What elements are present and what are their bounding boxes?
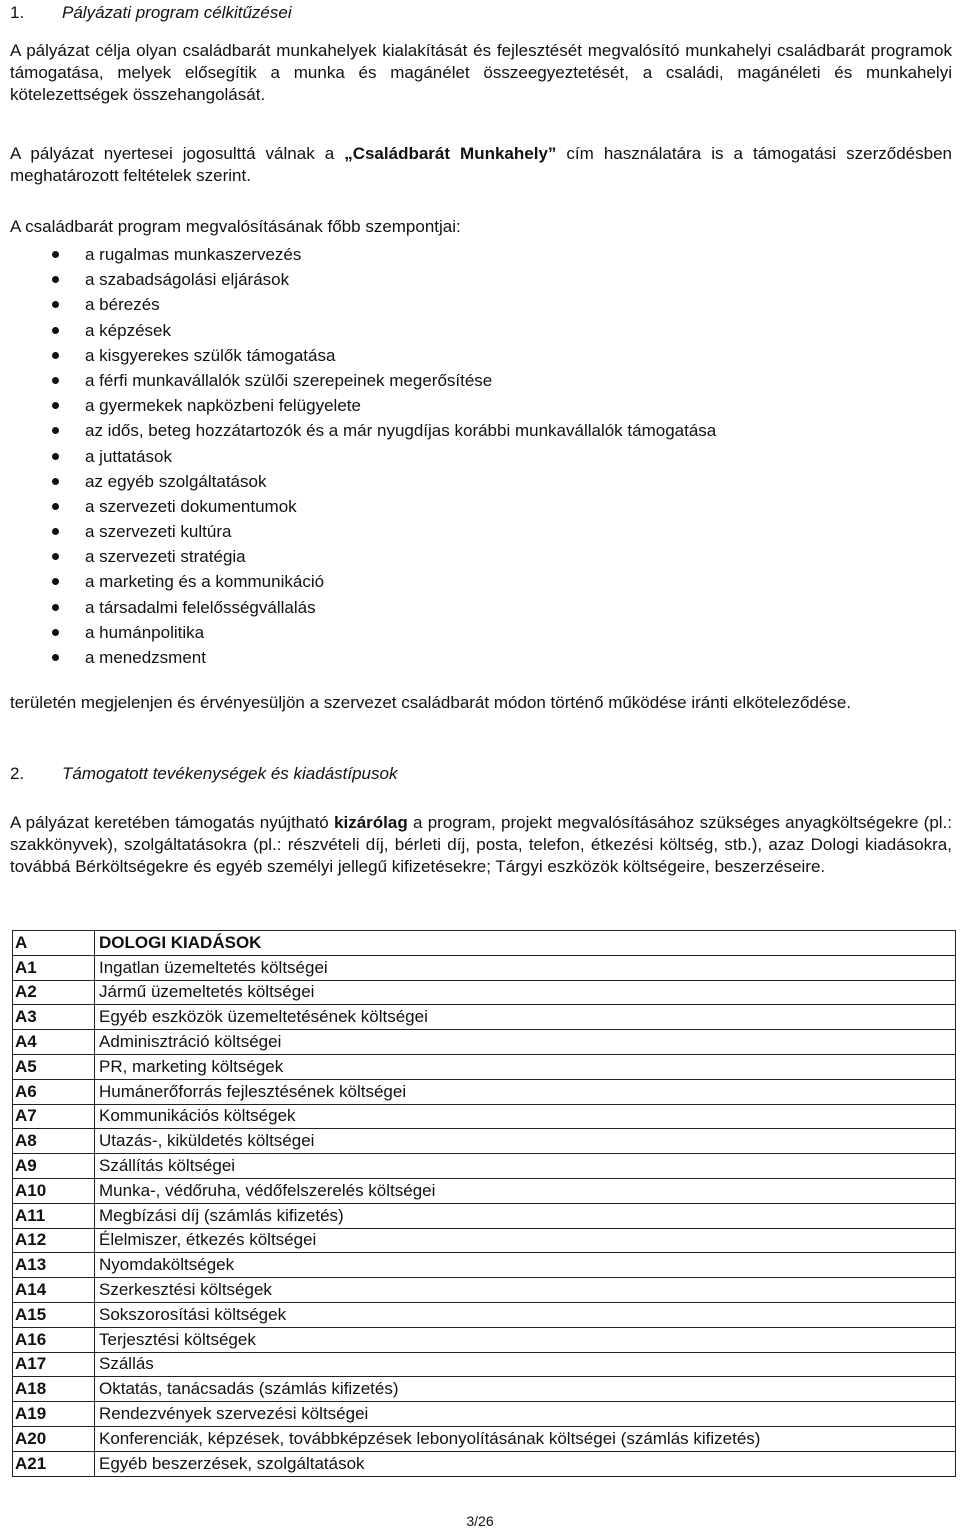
list-item xyxy=(10,544,716,569)
bullet-icon xyxy=(52,629,59,636)
cost-label-cell: Egyéb eszközök üzemeltetésének költségei xyxy=(95,1005,956,1030)
list-item-text: a kisgyerekes szülők támogatása xyxy=(85,345,336,365)
bullet-icon xyxy=(52,453,59,460)
list-item-text: a szervezeti stratégia xyxy=(85,547,246,567)
list-item-text: a humánpolitika xyxy=(85,622,205,642)
table-row xyxy=(13,1278,956,1303)
cost-code-cell: A7 xyxy=(13,1104,95,1129)
section-1-number: 1. xyxy=(10,3,25,22)
list-item-text: a menedzsment xyxy=(85,648,206,667)
bullet-icon xyxy=(52,427,59,434)
table-row xyxy=(13,1327,956,1352)
table-row xyxy=(13,1426,956,1451)
list-item-text: a marketing és a kommunikáció xyxy=(85,572,325,592)
section-1-paragraph-winners xyxy=(10,143,952,187)
cost-label-cell: Szerkesztési költségek xyxy=(95,1278,956,1303)
cost-table xyxy=(12,930,956,1477)
cost-label-cell: DOLOGI KIADÁSOK xyxy=(95,931,956,956)
paragraph-text: a program, projekt megvalósításához szükséges anyagköltségekre (pl.: szakkönyvek), szolgáltatásokra (pl.: részvételi díj, bérleti díj, posta, telefon, étkezési költség, stb.), azaz Dologi kiadásokra, továbbá Bérköltségekre és egyéb személyi jellegű kifizetésekre; Tárgyi eszközök költségeire, beszerzéseire. xyxy=(10,813,953,876)
cost-label-cell: Humánerőforrás fejlesztésének költségei xyxy=(95,1079,956,1104)
cost-code-cell: A19 xyxy=(13,1402,95,1427)
cost-code-cell: A12 xyxy=(13,1228,95,1253)
cost-code-cell: A20 xyxy=(13,1426,95,1451)
cost-code-cell: A13 xyxy=(13,1253,95,1278)
list-item-text: a szervezeti kultúra xyxy=(85,522,232,542)
table-row xyxy=(13,1054,956,1079)
list-item-text: a juttatások xyxy=(85,446,172,466)
list-item xyxy=(10,494,716,519)
list-item-text: a képzések xyxy=(85,320,171,340)
cost-code-cell: A14 xyxy=(13,1278,95,1303)
bullet-icon xyxy=(52,503,59,510)
bullet-icon xyxy=(52,528,59,535)
section-2-paragraph xyxy=(10,812,952,878)
cost-code-cell: A9 xyxy=(13,1154,95,1179)
cost-code-cell: A6 xyxy=(13,1079,95,1104)
bullet-icon xyxy=(52,578,59,585)
table-row xyxy=(13,1129,956,1154)
list-item xyxy=(10,343,716,368)
table-row xyxy=(13,1352,956,1377)
award-title: „Családbarát Munkahely” xyxy=(344,144,557,163)
paragraph-text: A pályázat keretében támogatás nyújtható xyxy=(10,813,335,832)
list-item-text: a szervezeti dokumentumok xyxy=(85,496,297,516)
table-row xyxy=(13,955,956,980)
cost-label-cell: Utazás-, kiküldetés költségei xyxy=(95,1129,956,1154)
section-2-heading xyxy=(10,764,397,784)
cost-code-cell: A3 xyxy=(13,1005,95,1030)
cost-label-cell: Munka-, védőruha, védőfelszerelés költségei xyxy=(95,1178,956,1203)
list-item xyxy=(10,292,716,317)
table-row xyxy=(13,1104,956,1129)
list-item-text: a szabadságolási eljárások xyxy=(85,270,290,290)
cost-label-cell: Jármű üzemeltetés költségei xyxy=(95,980,956,1005)
bullet-icon xyxy=(52,377,59,384)
cost-code-cell: A5 xyxy=(13,1054,95,1079)
cost-code-cell: A2 xyxy=(13,980,95,1005)
cost-label-cell: Adminisztráció költségei xyxy=(95,1030,956,1055)
cost-label-cell: Szállítás költségei xyxy=(95,1154,956,1179)
cost-label-cell: Ingatlan üzemeltetés költségei xyxy=(95,955,956,980)
table-row xyxy=(13,1005,956,1030)
table-row xyxy=(13,1402,956,1427)
table-row xyxy=(13,1228,956,1253)
cost-code-cell: A4 xyxy=(13,1030,95,1055)
list-item-text: a társadalmi felelősségvállalás xyxy=(85,597,316,617)
bullet-icon xyxy=(52,251,59,258)
bullet-icon xyxy=(52,402,59,409)
list-item xyxy=(10,267,716,292)
bullet-icon xyxy=(52,478,59,485)
table-row xyxy=(13,1203,956,1228)
cost-label-cell: Konferenciák, képzések, továbbképzések lebonyolításának költségei (számlás kifizetés) xyxy=(95,1426,956,1451)
list-item-text: a bérezés xyxy=(85,295,160,315)
list-item-text: az idős, beteg hozzátartozók és a már nyugdíjas korábbi munkavállalók támogatása xyxy=(85,421,717,441)
cost-label-cell: Nyomdaköltségek xyxy=(95,1253,956,1278)
section-1-paragraph-closing: területén megjelenjen és érvényesüljön a szervezet családbarát módon történő működése iránti elköteleződése. xyxy=(10,693,852,712)
table-row xyxy=(13,1154,956,1179)
table-row xyxy=(13,1030,956,1055)
cost-label-cell: Sokszorosítási költségek xyxy=(95,1302,956,1327)
list-item xyxy=(10,242,716,267)
table-row xyxy=(13,980,956,1005)
table-row xyxy=(13,1302,956,1327)
cost-code-cell: A16 xyxy=(13,1327,95,1352)
cost-label-cell: PR, marketing költségek xyxy=(95,1054,956,1079)
list-item xyxy=(10,595,716,620)
list-item xyxy=(10,620,716,645)
cost-code-cell: A8 xyxy=(13,1129,95,1154)
section-2-title: Támogatott tevékenységek és kiadástípusok xyxy=(62,764,398,783)
section-1-paragraph-goal: A pályázat célja olyan családbarát munkahelyek kialakítását és fejlesztését megvalósító munkahelyi családbarát programok támogatása, melyek elősegítik a munka és magánélet összeegyeztetését, a családi, magánéleti és munkahelyi kötelezettségek összehangolását. xyxy=(10,41,952,104)
page-number: 3/26 xyxy=(466,1513,494,1529)
section-2-number: 2. xyxy=(10,764,25,783)
cost-label-cell: Rendezvények szervezési költségei xyxy=(95,1402,956,1427)
bullet-icon xyxy=(52,352,59,359)
bullet-icon xyxy=(52,604,59,611)
table-row xyxy=(13,1178,956,1203)
list-item xyxy=(10,318,716,343)
section-1-heading xyxy=(10,2,952,24)
list-item-text: a rugalmas munkaszervezés xyxy=(85,245,302,264)
list-item xyxy=(10,645,716,670)
cost-label-cell: Terjesztési költségek xyxy=(95,1327,956,1352)
list-item xyxy=(10,444,716,469)
cost-label-cell: Oktatás, tanácsadás (számlás kifizetés) xyxy=(95,1377,956,1402)
table-row xyxy=(13,1079,956,1104)
cost-code-cell: A xyxy=(13,931,95,956)
cost-code-cell: A21 xyxy=(13,1451,95,1476)
cost-label-cell: Egyéb beszerzések, szolgáltatások xyxy=(95,1451,956,1476)
document-page xyxy=(10,0,953,1473)
cost-label-cell: Élelmiszer, étkezés költségei xyxy=(95,1228,956,1253)
paragraph-text: cím használatára is a támogatási szerződésben meghatározott feltételek szerint. xyxy=(10,144,952,185)
cost-label-cell: Megbízási díj (számlás kifizetés) xyxy=(95,1203,956,1228)
list-item xyxy=(10,368,716,393)
cost-table-header-row xyxy=(13,931,956,956)
list-item xyxy=(10,569,716,594)
cost-code-cell: A10 xyxy=(13,1178,95,1203)
paragraph-text: A pályázat nyertesei jogosulttá válnak a xyxy=(10,144,345,163)
cost-code-cell: A17 xyxy=(13,1352,95,1377)
list-item xyxy=(10,469,716,494)
aspects-intro: A családbarát program megvalósításának főbb szempontjai: xyxy=(10,217,461,236)
table-row xyxy=(13,1451,956,1476)
cost-label-cell: Szállás xyxy=(95,1352,956,1377)
section-1-title: Pályázati program célkitűzései xyxy=(62,3,292,22)
bullet-icon xyxy=(52,301,59,308)
list-item-text: a gyermekek napközbeni felügyelete xyxy=(85,396,361,416)
bullet-icon xyxy=(52,276,59,283)
cost-label-cell: Kommunikációs költségek xyxy=(95,1104,956,1129)
list-item-text: az egyéb szolgáltatások xyxy=(85,471,267,491)
cost-code-cell: A1 xyxy=(13,955,95,980)
cost-code-cell: A15 xyxy=(13,1302,95,1327)
bullet-icon xyxy=(52,553,59,560)
cost-code-cell: A18 xyxy=(13,1377,95,1402)
list-item xyxy=(10,519,716,544)
list-item xyxy=(10,418,716,443)
bullet-icon xyxy=(52,327,59,334)
list-item-text: a férfi munkavállalók szülői szerepeinek megerősítése xyxy=(85,370,493,390)
table-row xyxy=(13,1377,956,1402)
bullet-icon xyxy=(52,654,59,661)
list-item xyxy=(10,393,716,418)
table-row xyxy=(13,1253,956,1278)
aspects-list xyxy=(10,242,716,670)
cost-code-cell: A11 xyxy=(13,1203,95,1228)
emphasis-text: kizárólag xyxy=(334,813,408,832)
